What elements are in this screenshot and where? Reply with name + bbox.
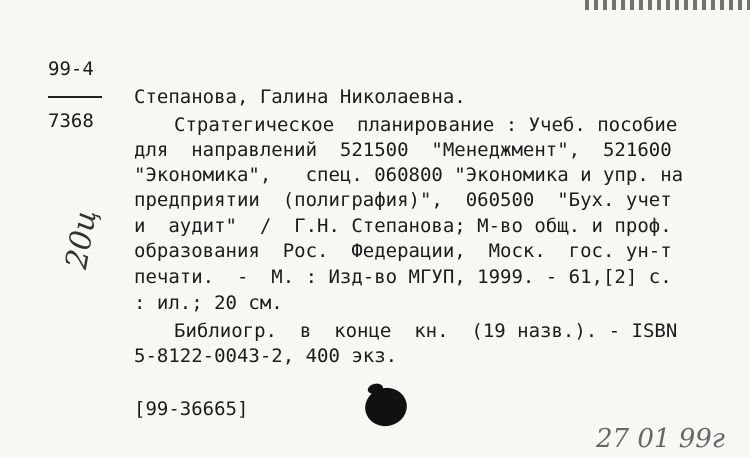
body-line-1: Стратегическое планирование : Учеб. пособие	[174, 114, 678, 136]
body-line-2: для направлений 521500 "Менеджмент", 521600	[134, 139, 672, 161]
author-heading: Степанова, Галина Николаевна.	[134, 86, 466, 108]
handwritten-margin-note: 20ц	[59, 207, 104, 272]
notes-line-1: Библиогр. в конце кн. (19 назв.). - ISBN	[174, 320, 678, 342]
body-line-3: "Экономика", спец. 060800 "Экономика и упр. на	[134, 164, 684, 186]
handwritten-date: 27 01 99г	[596, 424, 725, 454]
shelf-mark-top: 99-4	[48, 58, 94, 80]
ink-stamp-blot	[362, 384, 411, 430]
body-line-6: образования Рос. Федерации, Моск. гос. ун-т	[134, 240, 672, 262]
notes-line-2: 5-8122-0043-2, 400 экз.	[134, 345, 398, 367]
body-line-5: и аудит" / Г.Н. Степанова; М-во общ. и проф.	[134, 215, 672, 237]
body-line-8: : ил.; 20 см.	[134, 292, 283, 314]
punched-dots-border	[585, 0, 750, 10]
shelf-mark-bottom: 7368	[48, 110, 94, 132]
body-line-7: печати. - М. : Изд-во МГУП, 1999. - 61,[2] с.	[134, 266, 672, 288]
record-number: [99-36665]	[134, 398, 249, 420]
body-line-4: предприятии (полиграфия)", 060500 "Бух. учет	[134, 189, 672, 211]
shelf-mark-divider	[48, 96, 102, 98]
